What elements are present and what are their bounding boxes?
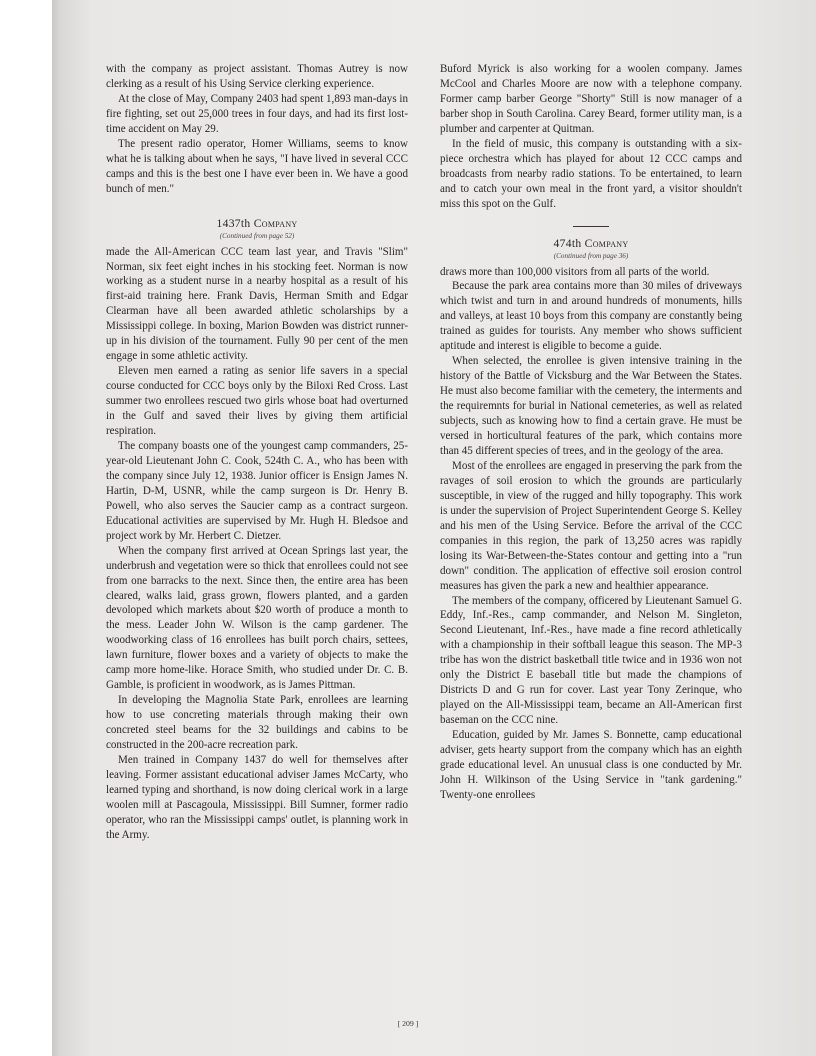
section-heading-1437th xyxy=(106,217,408,241)
paragraph: made the All-American CCC team last year, and Travis "Slim" Norman, six feet eight inches in his stocking feet. Norman is now working as a student nurse in a nearby hospital as a result of his first-aid training here. Frank Davis, Herman Smith and Edgar Clearman have all been awarded athletic scholarships by a Mississippi college. In boxing, Marion Bowden was district runner-up in his division of the tournament. Fully 90 per cent of the men engage in some athletic activity. xyxy=(106,245,408,363)
paragraph: Buford Myrick is also working for a woolen company. James McCool and Charles Moore are now with a telephone company. Former camp barber George "Shorty" Still is now manager of a barber shop in South Carolina. Carey Beard, former utility man, is a plumber and carpenter at Quitman. xyxy=(440,63,742,135)
paragraph: In developing the Magnolia State Park, enrollees are learning how to use concreting materials through making their own concreted steel beams for the 32 buildings and cabins to be constructed in the 200-acre recreation park. xyxy=(106,694,408,752)
section-heading-474th xyxy=(440,237,742,261)
paragraph: Men trained in Company 1437 do well for themselves after leaving. Former assistant educational adviser James McCarty, who learned typing and shorthand, is now doing clerical work in a large woolen mill at Pascagoula, Mississippi. Bill Sumner, former radio operator, who ran the Mississippi camps' outlet, is planning work in the Army. xyxy=(106,753,408,841)
section-title xyxy=(106,217,408,231)
paragraph: In the field of music, this company is outstanding with a six-piece orchestra which has played for about 12 CCC camps and broadcasts from nearby radio stations. To be entertained, to learn and to catch your own meal in the front yard, a visitor shouldn't miss this spot on the Gulf. xyxy=(440,137,742,210)
paragraph: Most of the enrollees are engaged in preserving the park from the ravages of soil erosion to which the grounds are particularly susceptible, in view of the rugged and hilly topography. This work is under the supervision of Project Superintendent George S. Kelley and his men of the Using Service. Before the arrival of the CCC companies in this region, the park of 13,250 acres was rapidly losing its War-Between-the-States contour and getting into a "run down" condition. The application of effective soil erosion control measures has given the park a new and healthier appearance. xyxy=(440,459,742,592)
paragraph: At the close of May, Company 2403 had spent 1,893 man-days in fire fighting, set out 25,000 trees in four days, and had its first lost-time accident on May 29. xyxy=(106,92,408,135)
paragraph: Eleven men earned a rating as senior life savers in a special course conducted for CCC boys only by the Biloxi Red Cross. Last summer two enrollees rescued two girls whose boat had overturned in the Gulf and saved their lives by giving them artificial respiration. xyxy=(106,365,408,438)
section-title-number: 1437th xyxy=(216,216,251,230)
continued-note: (Continued from page 52) xyxy=(219,231,295,240)
paragraph: When selected, the enrollee is given intensive training in the history of the Battle of Vicksburg and the War Between the States. He must also become familiar with the cemetery, the interments and the requiremnts for burial in National cemeteries, as well as related subjects, such as knowing how to find a certain grave. He must be versed in horticultural features of the park, which contains more than 45 different species of trees, and in the geology of the area. xyxy=(440,355,742,457)
paragraph: When the company first arrived at Ocean Springs last year, the underbrush and vegetation were so thick that enrollees could not see from one barracks to the next. Since then, the entire area has been cleared, walks laid, grass grown, flowers planted, and a garden devoloped which markets about $20 worth of produce a month to the mess. Leader John W. Wilson is the camp gardener. The woodworking class of 16 enrollees has built porch chairs, settees, lawn furniture, flower boxes and a variety of objects to make the camp more home-like. Horace Smith, who studied under Dr. C. B. Gamble, is proficient in woodwork, as is James Pittman. xyxy=(106,544,408,692)
section-title-word: Company xyxy=(253,216,298,230)
paragraph: Education, guided by Mr. James S. Bonnette, camp educational adviser, gets hearty support from the company which has an eighth grade educational level. An unusual class is one conducted by Mr. John H. Wilkinson of the Using Service in "tank gardening." Twenty-one enrollees xyxy=(440,729,742,801)
section-title-number: 474th xyxy=(553,236,582,250)
paragraph: with the company as project assistant. Thomas Autrey is now clerking as a result of his Using Service clerking experience. xyxy=(106,63,408,90)
paragraph: The company boasts one of the youngest camp commanders, 25-year-old Lieutenant John C. Cook, 524th C. A., who has been with the company since July 12, 1938. Junior officer is Ensign James N. Hartin, D-M, USNR, while the camp surgeon is Dr. Henry B. Powell, who also serves the Saucier camp as a contract surgeon. Educational activities are supervised by Mr. Hugh H. Bledsoe and project work by Mr. Herbert C. Dietzer. xyxy=(106,439,408,542)
continued-note: (Continued from page 36) xyxy=(553,251,629,260)
paragraph: draws more than 100,000 visitors from all parts of the world. xyxy=(440,265,710,278)
section-divider xyxy=(573,226,609,227)
section-title xyxy=(440,237,742,251)
section-title-word: Company xyxy=(584,236,629,250)
page-number: [ 209 ] xyxy=(397,1019,419,1028)
paragraph: The present radio operator, Homer Williams, seems to know what he is talking about when he says, "I have lived in several CCC camps and this is the best one I have ever been in. We have a good bunch of men." xyxy=(106,137,408,195)
right-column xyxy=(440,62,742,803)
paragraph: Because the park area contains more than 30 miles of driveways which twist and turn in and around hundreds of monuments, hills and valleys, at least 10 boys from this company are constantly being trained as guides for tourists. Any member who shows sufficient aptitude and interest is eligible to become a guide. xyxy=(440,280,742,353)
left-column xyxy=(106,62,408,843)
paragraph: The members of the company, officered by Lieutenant Samuel G. Eddy, Inf.-Res., camp commander, and Nelson M. Singleton, Second Lieutenant, Inf.-Res., have made a fine record athletically with a championship in their softball league this season. The MP-3 tribe has won the district basketball title twice and in 1936 won not only the District E baseball title but made the champions of Districts D and G run for cover. Last year Tony Zerinque, who played on the All-Mississippi team, became an All-American first baseman on the CCC nine. xyxy=(440,594,742,727)
